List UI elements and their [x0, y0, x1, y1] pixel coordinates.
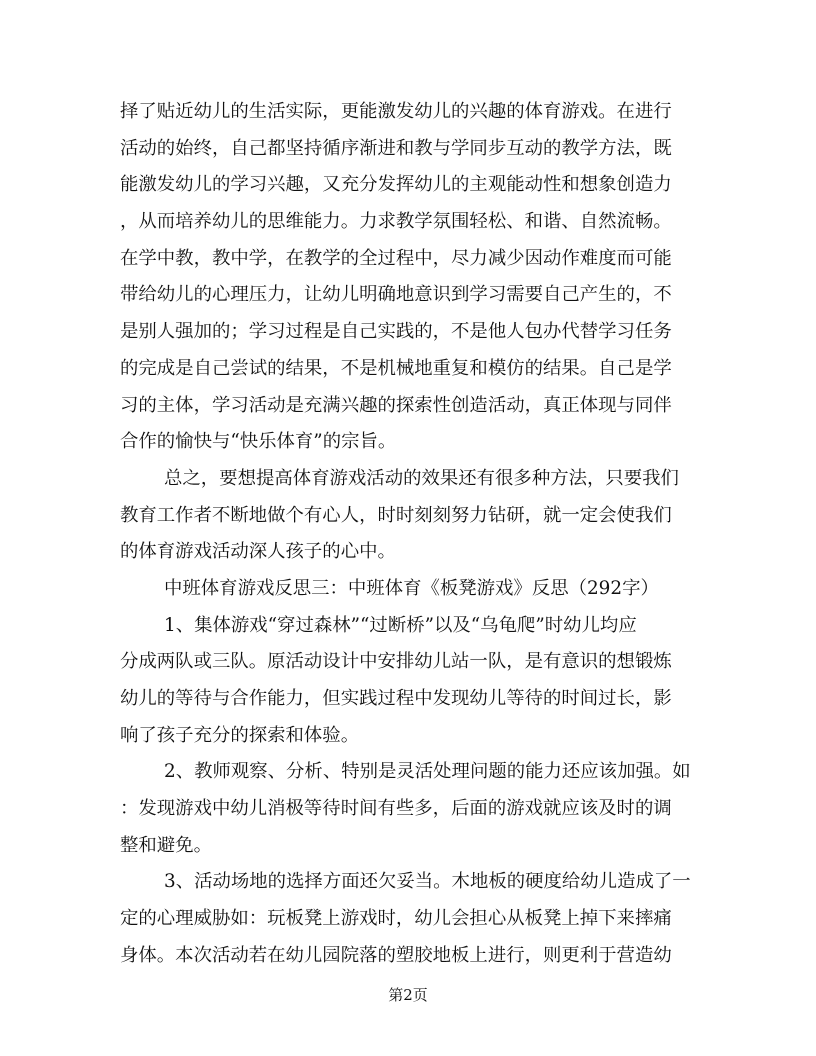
text-line: 合作的愉快与“快乐体育”的宗旨。 — [120, 431, 397, 453]
text-line: 教育工作者不断地做个有心人，时时刻刻努力钻研，就一定会使我们 — [120, 504, 672, 526]
text-line: ：发现游戏中幼儿消极等待时间有些多，后面的游戏就应该及时的调 — [120, 798, 672, 820]
text-line: 择了贴近幼儿的生活实际，更能激发幼儿的兴趣的体育游戏。在进行 — [120, 101, 672, 122]
text-line: 响了孩子充分的探索和体验。 — [120, 724, 360, 746]
page-number: 第2页 — [388, 986, 428, 1004]
document-body — [120, 94, 700, 975]
text-line: 1、集体游戏“穿过森林”“过断桥”以及“乌龟爬”时幼儿均应 — [164, 614, 637, 636]
text-line: 3、活动场地的选择方面还欠妥当。木地板的硬度给幼儿造成了一 — [164, 871, 691, 893]
text-line: 定的心理威胁如：玩板凳上游戏时，幼儿会担心从板凳上掉下来摔痛 — [120, 908, 672, 930]
text-line: 在学中教，教中学，在教学的全过程中，尽力减少因动作难度而可能 — [120, 247, 672, 269]
text-line: 分成两队或三队。原活动设计中安排幼儿站一队，是有意识的想锻炼 — [120, 651, 672, 673]
text-line: 的完成是自己尝试的结果，不是机械地重复和模仿的结果。自己是学 — [120, 357, 672, 379]
text-line: ，从而培养幼儿的思维能力。力求教学氛围轻松、和谐、自然流畅。 — [120, 211, 672, 233]
text-line: 整和避免。 — [120, 834, 212, 856]
text-line: 总之，要想提高体育游戏活动的效果还有很多种方法，只要我们 — [164, 467, 679, 489]
text-line: 身体。本次活动若在幼儿园院落的塑胶地板上进行，则更利于营造幼 — [120, 944, 672, 966]
text-line: 带给幼儿的心理压力，让幼儿明确地意识到学习需要自己产生的，不 — [120, 284, 672, 306]
text-line: 活动的始终，自己都坚持循序渐进和教与学同步互动的教学方法，既 — [120, 137, 672, 159]
text-line: 中班体育游戏反思三：中班体育《板凳游戏》反思（292字） — [164, 577, 659, 599]
text-line: 2、教师观察、分析、特别是灵活处理问题的能力还应该加强。如 — [164, 761, 691, 783]
text-line: 的体育游戏活动深人孩子的心中。 — [120, 541, 396, 563]
text-line: 习的主体，学习活动是充满兴趣的探索性创造活动，真正体现与同伴 — [120, 394, 672, 416]
text-line: 是别人强加的；学习过程是自己实践的，不是他人包办代替学习任务 — [120, 321, 672, 343]
text-line: 能激发幼儿的学习兴趣，又充分发挥幼儿的主观能动性和想象创造力 — [120, 174, 672, 196]
text-line: 幼儿的等待与合作能力，但实践过程中发现幼儿等待的时间过长，影 — [120, 688, 672, 709]
